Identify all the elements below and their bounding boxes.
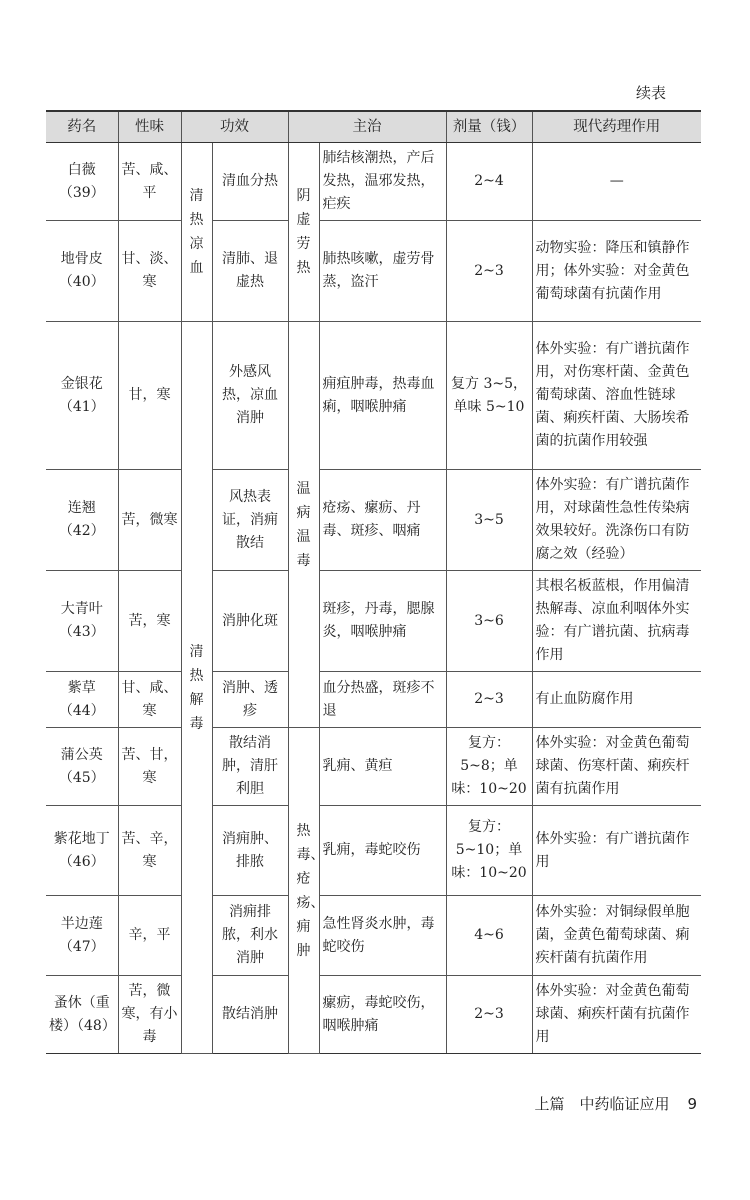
herb-pharmacology: 体外实验：有广谱抗菌作用，对伤寒杆菌、金黄色葡萄球菌、溶血性链球菌、痢疾杆菌、大肠埃希菌的抗菌作用较强	[532, 322, 701, 470]
herb-dosage: 2~3	[446, 672, 532, 728]
header-indication: 主治	[288, 111, 446, 143]
herb-efficacy: 外感风热，凉血消肿	[212, 322, 288, 470]
herb-indication: 血分热盛，斑疹不退	[319, 672, 446, 728]
herb-name: 地骨皮（40）	[46, 221, 118, 322]
herb-dosage: 3~6	[446, 571, 532, 672]
table-row	[46, 672, 701, 728]
page-footer	[534, 1093, 697, 1114]
table-row	[46, 896, 701, 976]
herb-pharmacology: 体外实验：对金黄色葡萄球菌、伤寒杆菌、痢疾杆菌有抗菌作用	[532, 728, 701, 806]
herb-name: 紫草（44）	[46, 672, 118, 728]
group-redu-label: 热毒、疮疡、痈肿	[296, 822, 325, 959]
herb-efficacy: 消痈肿、排脓	[212, 806, 288, 896]
herb-name: 蚤休（重楼）（48）	[46, 976, 118, 1054]
herb-name: 紫花地丁（46）	[46, 806, 118, 896]
herb-indication: 痈疽肿毒，热毒血痢，咽喉肿痛	[319, 322, 446, 470]
herb-indication: 斑疹，丹毒，腮腺炎，咽喉肿痛	[319, 571, 446, 672]
header-efficacy: 功效	[181, 111, 288, 143]
herb-name: 半边莲（47）	[46, 896, 118, 976]
herb-property: 甘，寒	[118, 322, 181, 470]
herb-dosage: 4~6	[446, 896, 532, 976]
herb-dosage: 3~5	[446, 470, 532, 571]
herb-dosage: 复方：5~8；单味：10~20	[446, 728, 532, 806]
herb-pharmacology: 有止血防腐作用	[532, 672, 701, 728]
herb-name: 白薇（39）	[46, 143, 118, 221]
herb-property: 辛，平	[118, 896, 181, 976]
herb-indication: 疮疡、瘰疬、丹毒、斑疹、咽痛	[319, 470, 446, 571]
herb-dosage: 2~3	[446, 976, 532, 1054]
group-redu	[288, 728, 325, 1054]
group-qingrelianxue	[181, 143, 212, 322]
herb-pharmacology: 其根名板蓝根，作用偏清热解毒、凉血利咽体外实验：有广谱抗菌、抗病毒作用	[532, 571, 701, 672]
table-row	[46, 221, 701, 322]
group-yinxulaore-label: 阴虚劳热	[296, 188, 311, 276]
herb-pharmacology: 体外实验：对金黄色葡萄球菌、痢疾杆菌有抗菌作用	[532, 976, 701, 1054]
herb-property: 苦、甘，寒	[118, 728, 181, 806]
group-wenbingwendu-label: 温病温毒	[296, 480, 311, 569]
herb-pharmacology: 体外实验：对铜绿假单胞菌，金黄色葡萄球菌、痢疾杆菌有抗菌作用	[532, 896, 701, 976]
table-row	[46, 143, 701, 221]
herb-dosage: 2~3	[446, 221, 532, 322]
herb-dosage: 2~4	[446, 143, 532, 221]
herb-dosage: 复方：5~10；单味：10~20	[446, 806, 532, 896]
group-wenbingwendu	[288, 322, 319, 728]
group-qingrelianxue-label: 清热凉血	[189, 188, 204, 276]
herb-indication: 瘰疬，毒蛇咬伤，咽喉肿痛	[319, 976, 446, 1054]
herb-indication: 急性肾炎水肿，毒蛇咬伤	[319, 896, 446, 976]
page-number: 9	[687, 1095, 697, 1113]
herb-name: 金银花（41）	[46, 322, 118, 470]
herb-indication: 肺结核潮热，产后发热，温邪发热，疟疾	[319, 143, 446, 221]
continued-label: 续表	[635, 84, 666, 102]
table-row	[46, 322, 701, 470]
herb-efficacy: 散结消肿，清肝利胆	[212, 728, 288, 806]
herb-name: 蒲公英（45）	[46, 728, 118, 806]
herb-property: 苦，微寒	[118, 470, 181, 571]
herb-indication: 乳痈、黄疸	[319, 728, 446, 806]
herb-property: 苦、辛，寒	[118, 806, 181, 896]
herb-efficacy: 风热表证，消痈散结	[212, 470, 288, 571]
herb-efficacy: 清血分热	[212, 143, 288, 221]
herb-name: 连翘（42）	[46, 470, 118, 571]
table-row	[46, 728, 701, 806]
herb-name: 大青叶（43）	[46, 571, 118, 672]
herb-dosage: 复方 3~5，单味 5~10	[446, 322, 532, 470]
table-header-row	[46, 111, 701, 143]
group-qingrejiedu-label: 清热解毒	[189, 643, 204, 732]
herb-property: 苦、咸、平	[118, 143, 181, 221]
herb-property: 苦，寒	[118, 571, 181, 672]
herb-efficacy: 散结消肿	[212, 976, 288, 1054]
table-row	[46, 976, 701, 1054]
header-name: 药名	[46, 111, 118, 143]
herb-pharmacology: 体外实验：有广谱抗菌作用，对球菌性急性传染病效果较好。洗涤伤口有防腐之效（经验）	[532, 470, 701, 571]
herb-pharmacology: —	[532, 143, 701, 221]
herb-efficacy: 消肿化斑	[212, 571, 288, 672]
header-property: 性味	[118, 111, 181, 143]
header-dosage: 剂量（钱）	[446, 111, 532, 143]
herb-efficacy: 消痈排脓，利水消肿	[212, 896, 288, 976]
herb-pharmacology: 动物实验：降压和镇静作用；体外实验：对金黄色葡萄球菌有抗菌作用	[532, 221, 701, 322]
table-row	[46, 571, 701, 672]
herb-indication: 乳痈，毒蛇咬伤	[319, 806, 446, 896]
herb-property: 苦，微寒，有小毒	[118, 976, 181, 1054]
table-row	[46, 806, 701, 896]
herb-pharmacology: 体外实验：有广谱抗菌作用	[532, 806, 701, 896]
herb-table	[46, 110, 701, 1054]
footer-section-title: 上篇 中药临证应用	[534, 1095, 670, 1113]
herb-indication: 肺热咳嗽，虚劳骨蒸，盗汗	[319, 221, 446, 322]
herb-efficacy: 消肿、透疹	[212, 672, 288, 728]
group-yinxulaore	[288, 143, 319, 322]
group-qingrejiedu	[181, 322, 212, 1054]
herb-efficacy: 清肺、退虚热	[212, 221, 288, 322]
herb-property: 甘、咸、寒	[118, 672, 181, 728]
herb-property: 甘、淡、寒	[118, 221, 181, 322]
header-pharmacology: 现代药理作用	[532, 111, 701, 143]
table-row	[46, 470, 701, 571]
